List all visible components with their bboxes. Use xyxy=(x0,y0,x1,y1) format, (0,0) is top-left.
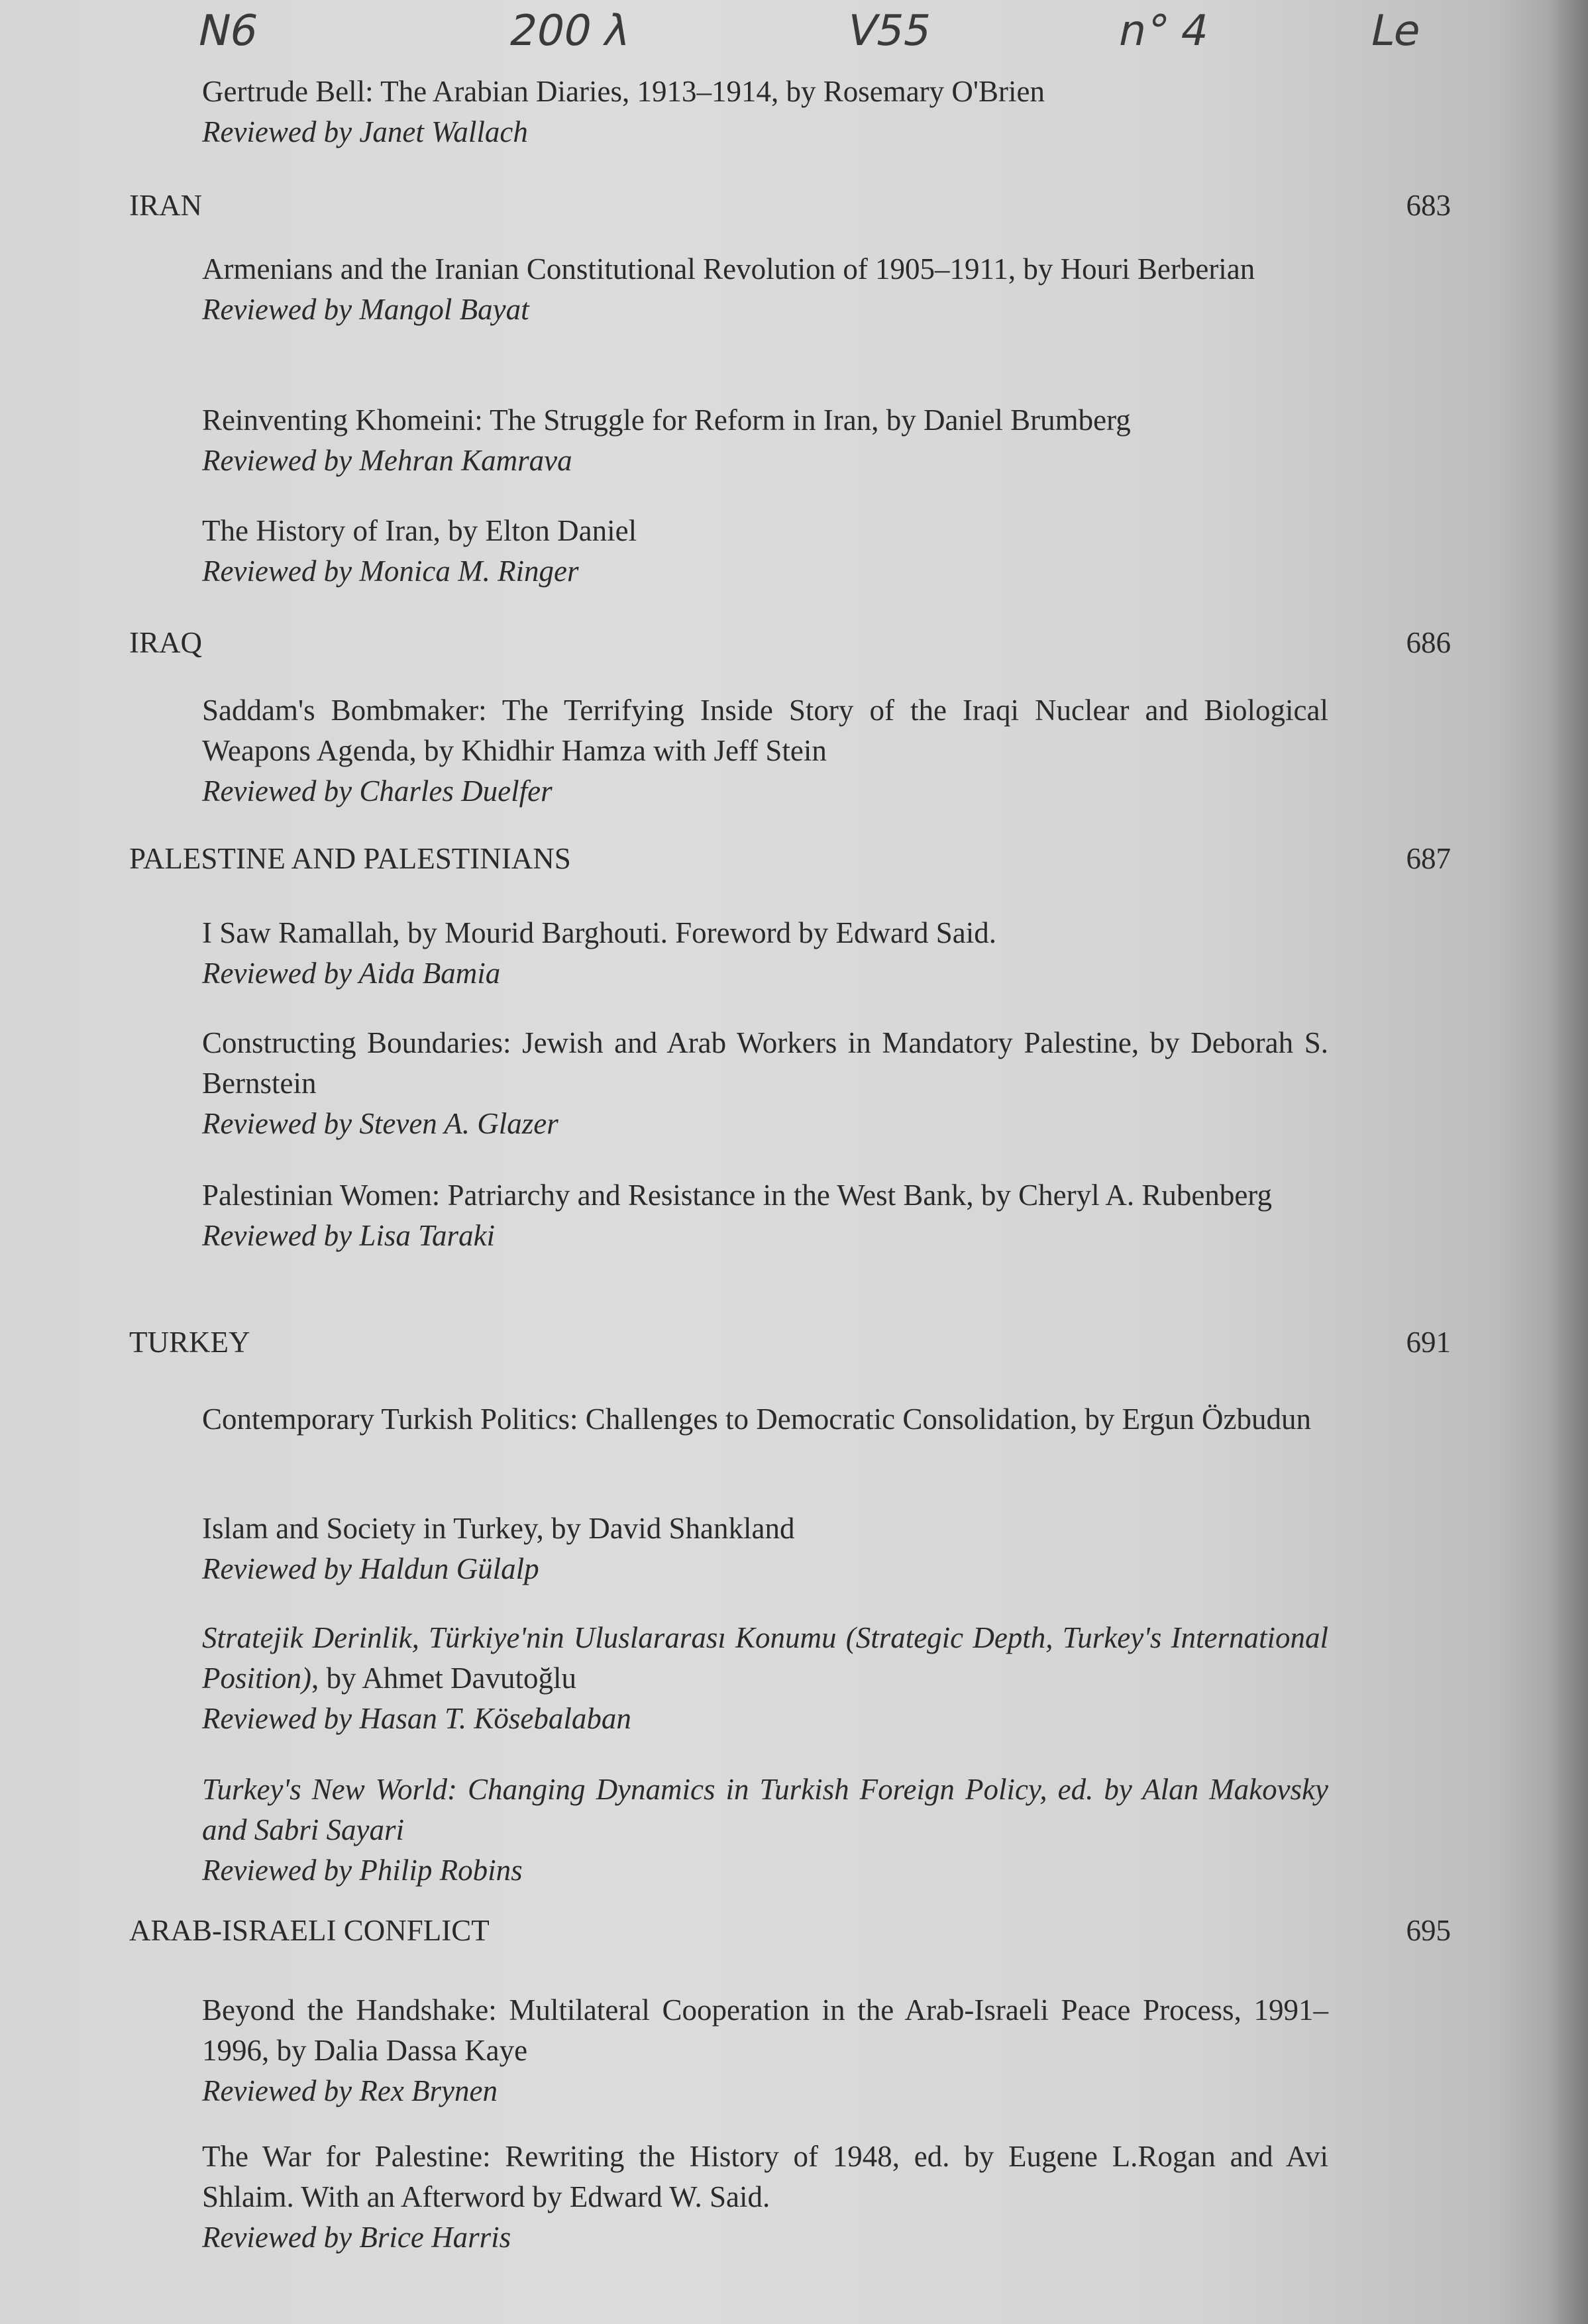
page-edge-shadow xyxy=(1548,0,1588,2324)
entry-title: The History of Iran, by Elton Daniel xyxy=(202,514,637,547)
toc-entry xyxy=(202,1508,1328,1589)
section-page-number: 687 xyxy=(1406,842,1451,875)
entry-title: The War for Palestine: Rewriting the History of 1948, ed. by Eugene L.Rogan and Avi Shlaim. With an Afterword by Edward W. Said. xyxy=(202,2140,1328,2213)
entry-reviewer: Reviewed by Haldun Gülalp xyxy=(202,1552,539,1585)
toc-entry xyxy=(202,400,1328,481)
toc-entry xyxy=(202,1175,1328,1256)
section-heading-palestine xyxy=(129,839,1451,879)
entry-title: Beyond the Handshake: Multilateral Cooperation in the Arab-Israeli Peace Process, 1991–1996, by Dalia Dassa Kaye xyxy=(202,1993,1328,2067)
handwritten-note: Le xyxy=(1366,7,1426,56)
entry-reviewer: Reviewed by Rex Brynen xyxy=(202,2074,498,2107)
section-page-number: 683 xyxy=(1406,189,1451,222)
entry-title: Palestinian Women: Patriarchy and Resistance in the West Bank, by Cheryl A. Rubenberg xyxy=(202,1179,1272,1212)
section-title: IRAQ xyxy=(129,626,202,659)
entry-reviewer: Reviewed by Philip Robins xyxy=(202,1854,523,1887)
toc-entry xyxy=(202,249,1328,330)
entry-title: Gertrude Bell: The Arabian Diaries, 1913–1914, by Rosemary O'Brien xyxy=(202,75,1045,108)
section-heading-iran xyxy=(129,185,1451,226)
entry-title: Armenians and the Iranian Constitutional Revolution of 1905–1911, by Houri Berberian xyxy=(202,252,1255,286)
entry-reviewer: Reviewed by Aida Bamia xyxy=(202,957,501,990)
section-page-number: 686 xyxy=(1406,626,1451,659)
toc-entry xyxy=(202,1990,1328,2111)
entry-title: Saddam's Bombmaker: The Terrifying Inside Story of the Iraqi Nuclear and Biological Weapons Agenda, by Khidhir Hamza with Jeff Stein xyxy=(202,694,1328,767)
section-page-number: 691 xyxy=(1406,1326,1451,1359)
entry-reviewer: Reviewed by Monica M. Ringer xyxy=(202,555,579,588)
toc-entry xyxy=(202,913,1328,994)
entry-title-rest: , by Ahmet Davutoğlu xyxy=(311,1662,576,1695)
toc-entry xyxy=(202,1399,1328,1440)
entry-title: Turkey's New World: Changing Dynamics in Turkish Foreign Policy, ed. by Alan Makovsky and Sabri Sayari xyxy=(202,1773,1328,1846)
entry-reviewer: Reviewed by Brice Harris xyxy=(202,2221,511,2254)
entry-title: I Saw Ramallah, by Mourid Barghouti. Foreword by Edward Said. xyxy=(202,916,997,949)
entry-reviewer: Reviewed by Steven A. Glazer xyxy=(202,1107,558,1140)
entry-title: Contemporary Turkish Politics: Challenges to Democratic Consolidation, by Ergun Özbudun xyxy=(202,1402,1312,1436)
section-heading-turkey xyxy=(129,1322,1451,1363)
entry-title: Islam and Society in Turkey, by David Shankland xyxy=(202,1512,795,1545)
entry-reviewer: Reviewed by Charles Duelfer xyxy=(202,774,553,808)
section-title: TURKEY xyxy=(129,1326,250,1359)
entry-title: Constructing Boundaries: Jewish and Arab Workers in Mandatory Palestine, by Deborah S. Bernstein xyxy=(202,1026,1328,1100)
section-title: IRAN xyxy=(129,189,202,222)
section-page-number: 695 xyxy=(1406,1914,1451,1947)
handwritten-notes xyxy=(0,7,1588,73)
handwritten-note: N6 xyxy=(193,7,263,56)
entry-reviewer: Reviewed by Mehran Kamrava xyxy=(202,444,572,477)
toc-entry xyxy=(202,1023,1328,1144)
section-heading-iraq xyxy=(129,623,1451,663)
entry-reviewer: Reviewed by Janet Wallach xyxy=(202,115,528,148)
toc-entry xyxy=(202,72,1328,152)
toc-entry xyxy=(202,511,1328,592)
toc-entry xyxy=(202,1618,1328,1739)
section-heading-arab-israeli-conflict xyxy=(129,1911,1451,1951)
section-title: ARAB-ISRAELI CONFLICT xyxy=(129,1914,490,1947)
toc-entry xyxy=(202,1769,1328,1891)
entry-title xyxy=(202,1618,1328,1699)
handwritten-note: V55 xyxy=(843,7,937,56)
entry-reviewer: Reviewed by Hasan T. Kösebalaban xyxy=(202,1702,631,1735)
handwritten-note: 200 λ xyxy=(505,7,635,56)
entry-title-italic: Stratejik Derinlik, Türkiye'nin Uluslararası Konumu (Strategic Depth, Turkey's International Position) xyxy=(202,1621,1328,1695)
toc-entry xyxy=(202,2137,1328,2258)
entry-reviewer: Reviewed by Mangol Bayat xyxy=(202,293,529,326)
toc-entry xyxy=(202,690,1328,812)
section-title: PALESTINE AND PALESTINIANS xyxy=(129,842,571,875)
entry-title: Reinventing Khomeini: The Struggle for Reform in Iran, by Daniel Brumberg xyxy=(202,403,1131,437)
handwritten-note: n° 4 xyxy=(1114,7,1214,56)
entry-reviewer: Reviewed by Lisa Taraki xyxy=(202,1219,496,1252)
